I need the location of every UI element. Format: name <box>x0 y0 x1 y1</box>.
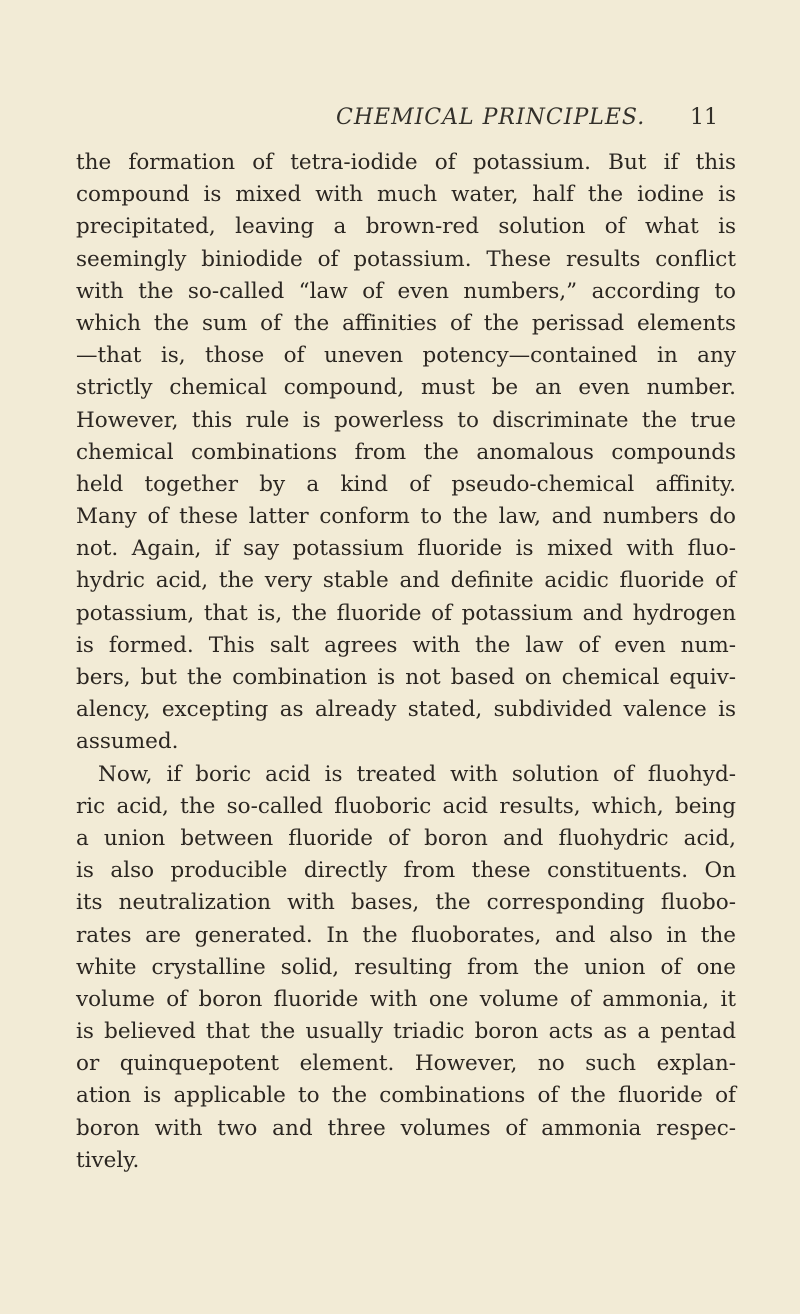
body-text <box>76 147 736 1177</box>
text-line: held together by a kind of pseudo-chemical affinity. <box>76 471 736 497</box>
text-line: or quinquepotent element. However, no such explan- <box>76 1051 736 1077</box>
text-line: which the sum of the affinities of the perissad elements <box>76 310 736 336</box>
text-line: compound is mixed with much water, half the iodine is <box>76 182 736 208</box>
text-line: volume of boron fluoride with one volume of ammonia, it <box>76 986 736 1012</box>
text-line: However, this rule is powerless to discriminate the true <box>76 407 736 433</box>
text-line: tively. <box>76 1147 140 1173</box>
text-line: ation is applicable to the combinations of the fluoride of <box>76 1083 736 1109</box>
text-line: strictly chemical compound, must be an even number. <box>76 375 736 401</box>
text-line: white crystalline solid, resulting from the union of one <box>76 954 736 980</box>
text-line: boron with two and three volumes of ammonia respec- <box>76 1115 736 1141</box>
text-line: its neutralization with bases, the corresponding fluobo- <box>76 890 736 916</box>
text-line: hydric acid, the very stable and definite acidic fluoride of <box>76 568 736 594</box>
text-line: precipitated, leaving a brown-red solution of what is <box>76 214 736 240</box>
text-line: a union between fluoride of boron and fluohydric acid, <box>76 825 736 851</box>
text-line: with the so-called “law of even numbers,” according to <box>76 278 736 304</box>
text-line: —that is, those of uneven potency—contained in any <box>76 343 736 369</box>
text-line: rates are generated. In the fluoborates, and also in the <box>76 922 736 948</box>
text-line: Now, if boric acid is treated with solution of fluohyd- <box>98 761 736 787</box>
text-line: Many of these latter conform to the law, and numbers do <box>76 504 736 530</box>
running-head <box>0 105 800 145</box>
text-line: potassium, that is, the fluoride of potassium and hydrogen <box>76 600 736 626</box>
text-line: assumed. <box>76 729 179 755</box>
page-number: 11 <box>690 105 718 130</box>
text-line: is also producible directly from these constituents. On <box>76 858 736 884</box>
text-line: not. Again, if say potassium fluoride is mixed with fluo- <box>76 536 736 562</box>
text-line: alency, excepting as already stated, subdivided valence is <box>76 697 736 723</box>
text-line: the formation of tetra-iodide of potassium. But if this <box>76 150 736 175</box>
text-line: chemical combinations from the anomalous compounds <box>76 439 736 465</box>
text-line: seemingly biniodide of potassium. These results conflict <box>76 246 736 272</box>
running-title: CHEMICAL PRINCIPLES. <box>336 105 646 130</box>
text-line: is formed. This salt agrees with the law of even num- <box>76 632 736 658</box>
text-line: is believed that the usually triadic boron acts as a pentad <box>76 1019 736 1045</box>
text-line: bers, but the combination is not based on chemical equiv- <box>76 665 736 690</box>
text-line: ric acid, the so-called fluoboric acid results, which, being <box>76 793 736 819</box>
